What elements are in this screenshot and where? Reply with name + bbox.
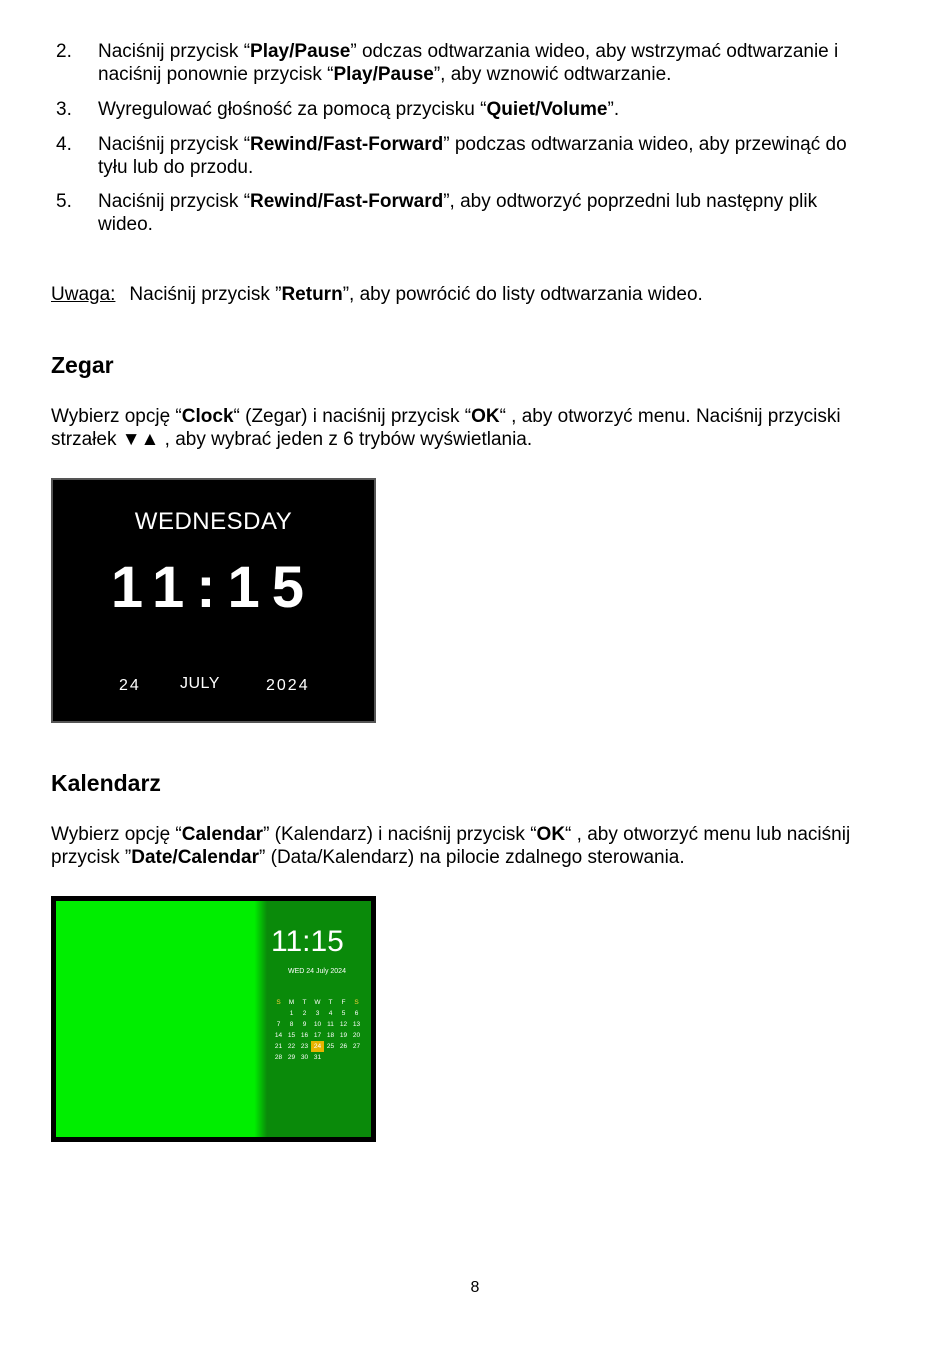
clock-date-year: 2024 (266, 677, 310, 694)
calendar-display-image (51, 896, 376, 1142)
list-number: 2. (56, 41, 72, 62)
calendar-day: 6 (354, 1010, 359, 1017)
list-number: 3. (56, 99, 72, 120)
list-text: Wyregulować głośność za pomocą przycisku “Quiet/Volume”. (98, 99, 620, 120)
calendar-day: 22 (287, 1043, 296, 1050)
clock-time: 11:15 (110, 555, 317, 620)
clock-date-day: 24 (119, 677, 141, 694)
calendar-day: 5 (341, 1010, 346, 1017)
list-number: 5. (56, 191, 72, 212)
calendar-week-row (272, 1019, 363, 1030)
section-heading-zegar: Zegar (51, 352, 114, 378)
calendar-day: 14 (274, 1032, 283, 1039)
calendar-day: 18 (326, 1032, 335, 1039)
calendar-day: 13 (352, 1021, 361, 1028)
calendar-day: 1 (289, 1010, 294, 1017)
weekday-header: T (328, 999, 333, 1006)
arrow-keys-icon: ▼▲ (121, 429, 160, 450)
calendar-day (324, 1052, 337, 1063)
clock-display-image (51, 478, 376, 723)
calendar-day: 11 (327, 1021, 334, 1028)
calendar-day: 21 (274, 1043, 283, 1050)
calendar-day: 20 (352, 1032, 361, 1039)
calendar-time: 11:15 (271, 925, 344, 958)
calendar-day: 9 (302, 1021, 307, 1028)
weekday-header: W (314, 999, 321, 1006)
calendar-day: 16 (300, 1032, 309, 1039)
calendar-day: 17 (313, 1032, 322, 1039)
calendar-week-row (272, 1041, 363, 1052)
calendar-day: 7 (276, 1021, 281, 1028)
weekday-header: S (354, 999, 359, 1006)
kalendarz-paragraph: Wybierz opcję “Calendar” (Kalendarz) i naciśnij przycisk “OK“ , aby otworzyć menu lub naciśnij przycisk ”Date/Calendar” (Data/Kalendarz) na pilocie zdalnego sterowania. (51, 824, 851, 868)
calendar-week-row (272, 1052, 363, 1063)
calendar-grid (272, 997, 363, 1063)
calendar-day (350, 1052, 363, 1063)
calendar-day (337, 1052, 350, 1063)
calendar-week-row (272, 1030, 363, 1041)
weekday-header: S (276, 999, 281, 1006)
calendar-day: 15 (287, 1032, 296, 1039)
weekday-header: T (302, 999, 307, 1006)
calendar-day: 31 (313, 1054, 322, 1061)
calendar-day: 27 (352, 1043, 361, 1050)
note: Uwaga: Naciśnij przycisk ”Return”, aby powrócić do listy odtwarzania wideo. (51, 284, 703, 305)
calendar-day: 28 (274, 1054, 283, 1061)
note-label: Uwaga: (51, 284, 116, 305)
calendar-day: 24 (311, 1041, 324, 1052)
calendar-day: 8 (289, 1021, 294, 1028)
calendar-day: 2 (302, 1010, 307, 1017)
zegar-paragraph: Wybierz opcję “Clock“ (Zegar) i naciśnij przycisk “OK“ , aby otworzyć menu. Naciśnij przyciski strzałek ▼▲ , aby wybrać jeden z 6 trybów wyświetlania. (51, 406, 841, 450)
list-text: Naciśnij przycisk “Rewind/Fast-Forward”, aby odtworzyć poprzedni lub następny plik wideo. (98, 191, 818, 235)
section-heading-kalendarz: Kalendarz (51, 770, 161, 796)
calendar-screen (56, 901, 371, 1137)
calendar-day: 12 (339, 1021, 348, 1028)
calendar-week-row (272, 1008, 363, 1019)
list-number: 4. (56, 134, 72, 155)
list-text: Naciśnij przycisk “Play/Pause” odczas odtwarzania wideo, aby wstrzymać odtwarzanie i naciśnij ponownie przycisk “Play/Pause”, aby wznowić odtwarzanie. (98, 41, 839, 85)
calendar-day: 26 (339, 1043, 348, 1050)
clock-date-month: JULY (180, 675, 220, 692)
calendar-day: 3 (315, 1010, 320, 1017)
calendar-day: 25 (326, 1043, 335, 1050)
calendar-day (272, 1008, 285, 1019)
calendar-day: 19 (339, 1032, 348, 1039)
calendar-day: 4 (328, 1010, 333, 1017)
weekday-header: F (341, 999, 346, 1006)
weekday-header: M (288, 999, 295, 1006)
page-number: 8 (470, 1279, 480, 1296)
list-text: Naciśnij przycisk “Rewind/Fast-Forward” podczas odtwarzania wideo, aby przewinąć do tyłu lub do przodu. (98, 134, 847, 178)
calendar-day: 30 (300, 1054, 309, 1061)
calendar-day: 23 (300, 1043, 309, 1050)
calendar-date: WED 24 July 2024 (288, 968, 346, 975)
clock-day: WEDNESDAY (134, 508, 293, 535)
calendar-day: 29 (287, 1054, 296, 1061)
calendar-day: 10 (313, 1021, 322, 1028)
